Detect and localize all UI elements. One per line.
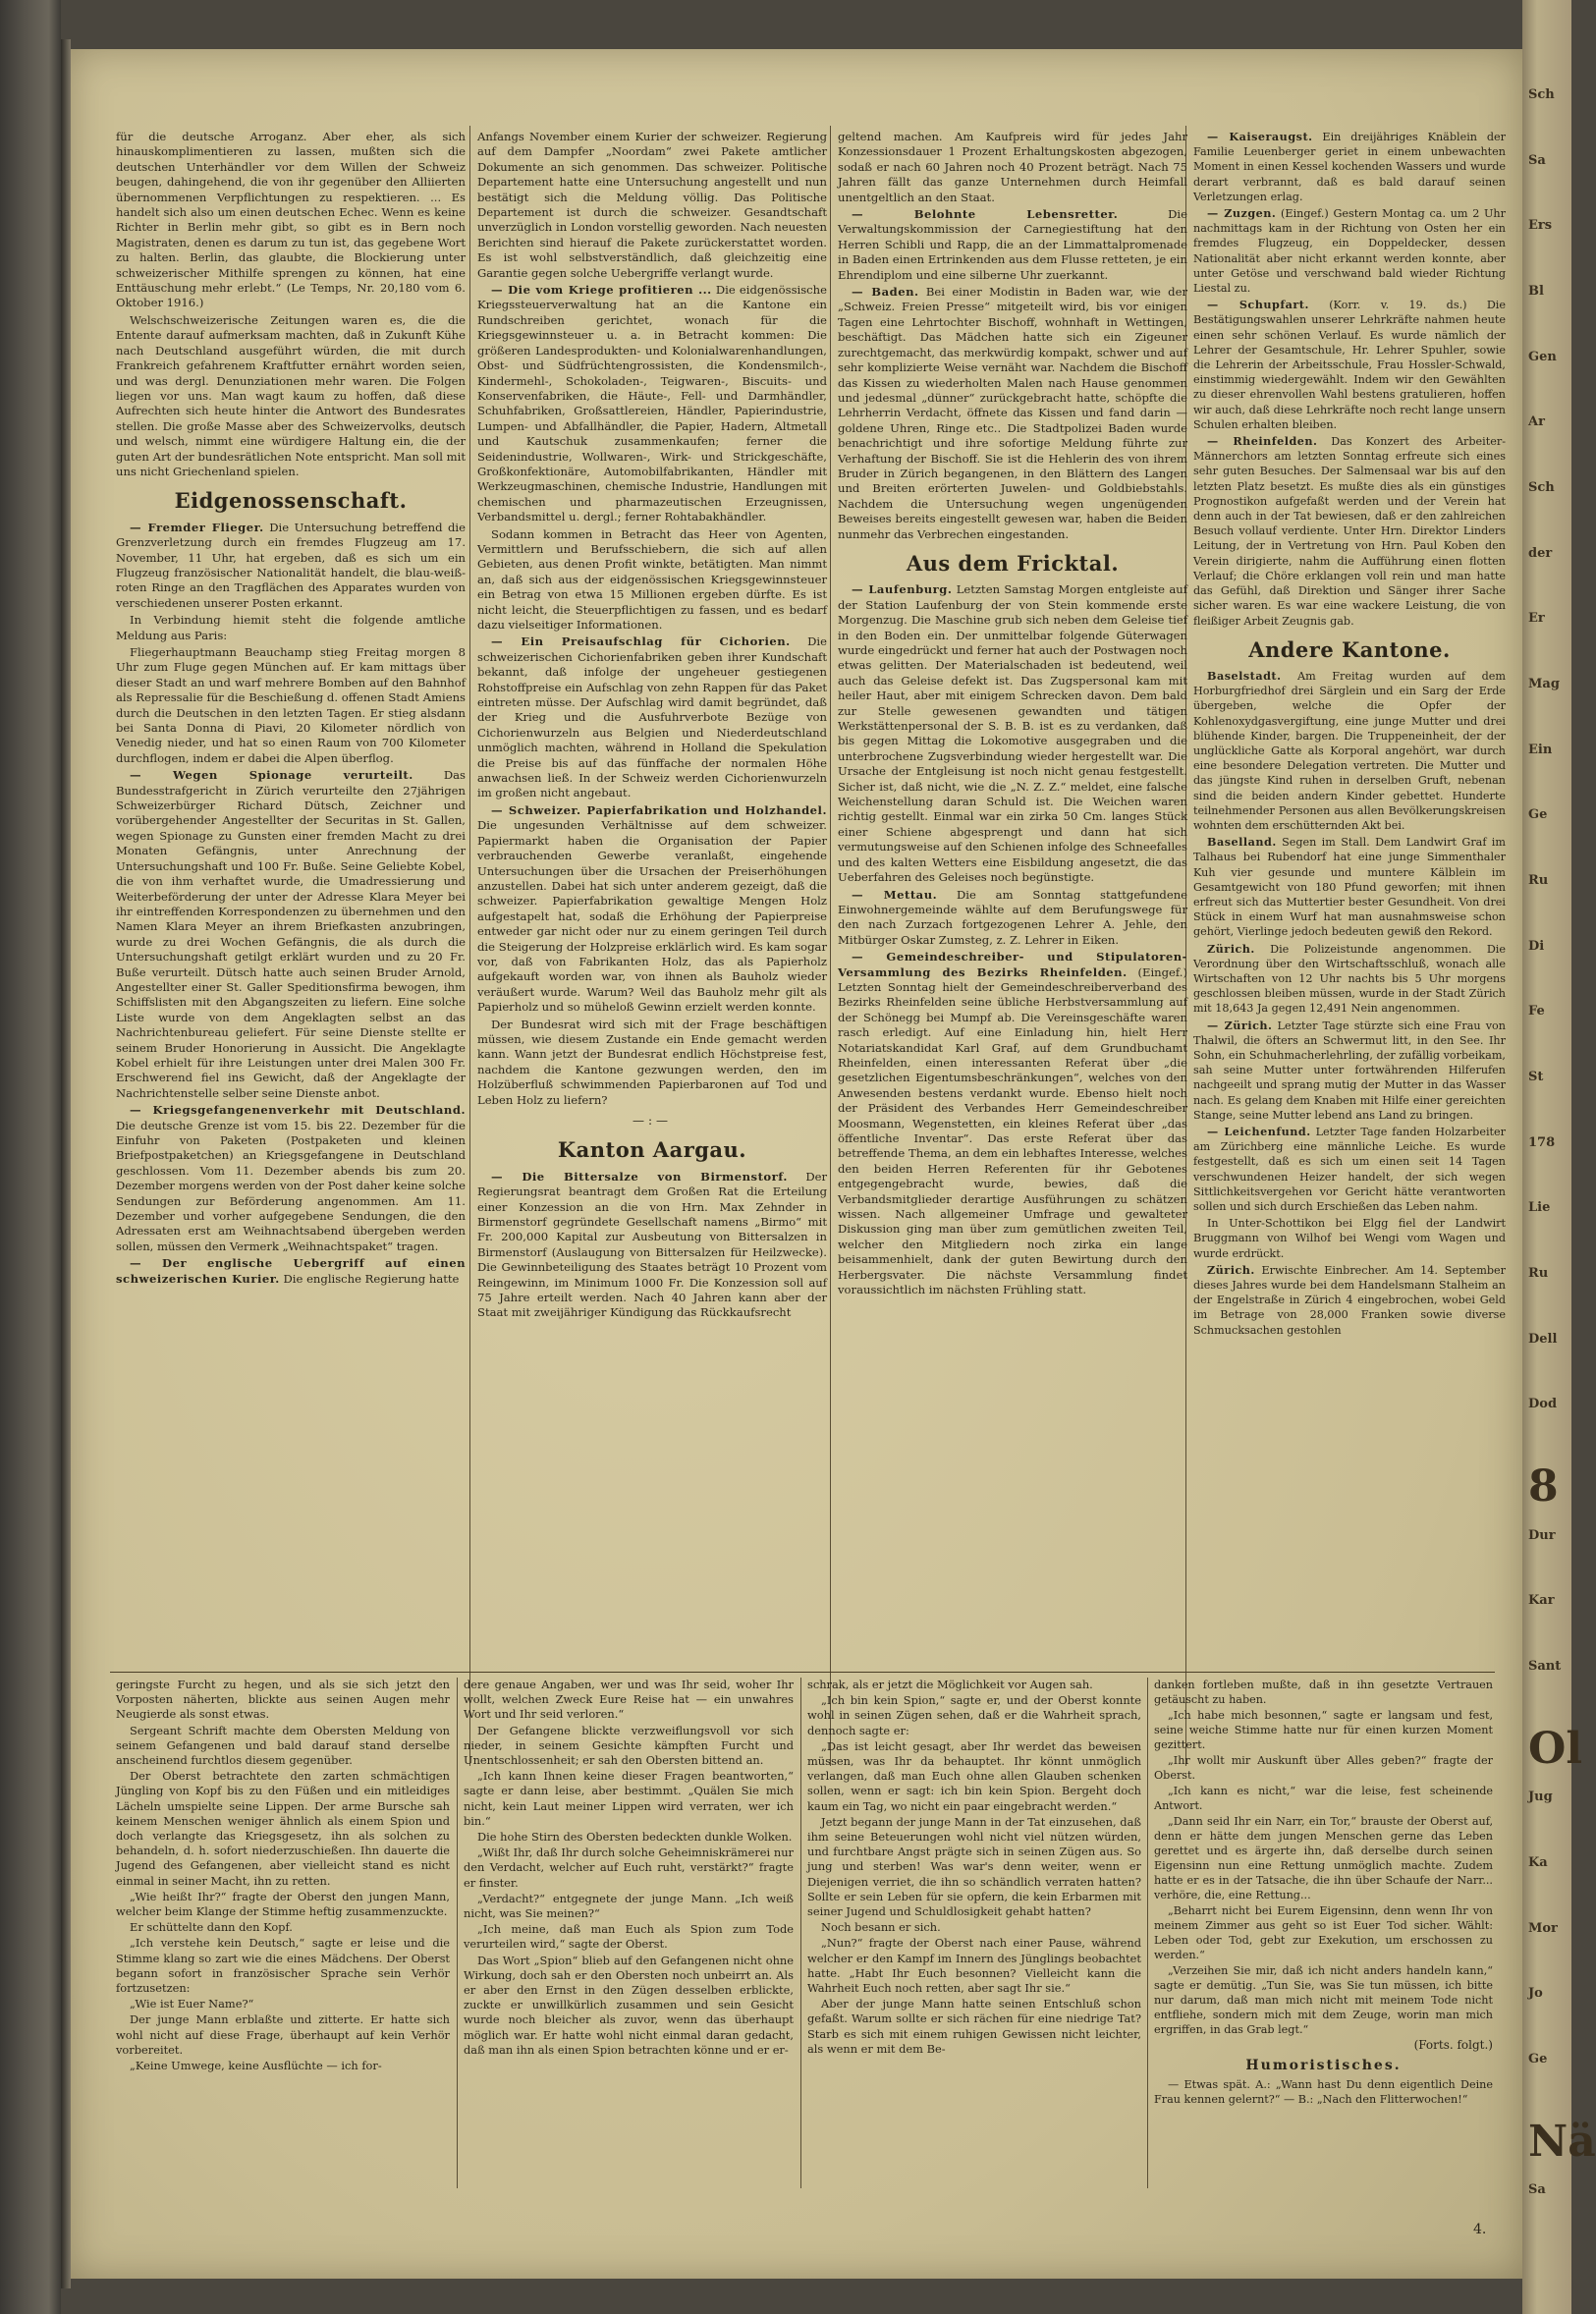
adjacent-page-fragment: der — [1528, 545, 1553, 561]
adjacent-page-fragment: Sch — [1528, 480, 1555, 495]
feuilleton-rule-1 — [457, 1678, 458, 2188]
news-item — [838, 888, 1187, 949]
item-keyword: — Baden. — [852, 285, 919, 300]
adjacent-page-fragment: Sch — [1528, 87, 1555, 102]
news-item — [1193, 1263, 1506, 1338]
news-item — [1193, 1019, 1506, 1123]
item-keyword: — Belohnte Lebensretter. — [852, 207, 1119, 222]
column-rule-2 — [830, 126, 831, 1766]
item-body: Der Regierungsrat beantragt dem Großen Rat die Erteilung einer Konzession an die von Hrn. Max Zehnder in Birmenstorf gegründete Gesellschaft namens „Birmo“ mit Fr. 200,000 Kapital zur Ausbeutung von Bittersalzen in Birmenstorf (Auslaugung von Bittersalzen für Heilzwecke). Die Gewinnbeteiligung des Staates beträgt 10 Prozent vom Reingewinn, im Minimum 1000 Fr. Die Konzession soll auf 75 Jahre erteilt werden. Nach 40 Jahren kann aber der Staat mit zweijähriger Kündigung das Rückkaufsrecht — [477, 1169, 828, 1320]
story-text: Der Gefangene blickte verzweiflungsvoll vor sich nieder, in seinem Gesichte kämpften Furcht und Unentschlossenheit; er sah den Obersten bittend an. — [464, 1723, 794, 1768]
story-text: „Ich kann es nicht,“ war die leise, fest scheinende Antwort. — [1154, 1785, 1493, 1812]
adjacent-page-fragment: Mag — [1528, 677, 1560, 691]
item-body: Die englische Regierung hatte — [283, 1271, 460, 1286]
story-text: dere genaue Angaben, wer und was Ihr seid, woher Ihr wollt, welchen Zweck Eure Reise hat — ein unwahres Wort und Ihr seid verloren.“ — [464, 1678, 794, 1722]
item-body: Die Untersuchung betreffend die Grenzverletzung durch ein fremdes Flugzeug am 17. November, 11 Uhr, hat ergeben, daß es sich um ein Flugzeug französischer Nationalität handelt, die blau-weiß-roten Ringe an den Tragflächen des Apparates wurden von verschiedenen unserer Posten erkannt. — [116, 520, 467, 610]
item-body: Letzter Tage fanden Holzarbeiter am Zürichberg eine männliche Leiche. Es wurde festgestellt, daß es sich um einen seit 14 Tagen verschwundenen Heizer handelt, der sich wegen Sittlichkeitsvergehen vor Gericht hätte verantworten sollen und sich durch Erschießen das Leben nahm. — [1193, 1126, 1507, 1214]
news-item — [1193, 434, 1506, 629]
item-keyword: — Die Bittersalze von Birmenstorf. — [491, 1169, 788, 1184]
item-keyword: — Leichenfund. — [1207, 1125, 1311, 1138]
news-item — [477, 283, 827, 525]
news-item — [838, 950, 1187, 1297]
section-heading-andere-kantone: Andere Kantone. — [1248, 636, 1451, 662]
story-text: „Wißt Ihr, daß Ihr durch solche Geheimniskrämerei nur den Verdacht, welcher auf Euch ruht, verstärkt?“ fragte er finster. — [464, 1846, 794, 1890]
adjacent-page-fragment: Sa — [1528, 152, 1546, 168]
story-text: Aber der junge Mann hatte seinen Entschluß schon gefaßt. Warum sollte er sich rächen für eine niedrige Tat? Starb es sich mit einem ruhigen Gewissen nicht leichter, als wenn er mit dem Be- — [807, 1997, 1141, 2056]
item-body: (Eingef.) Letzten Sonntag hielt der Gemeindeschreiberverband des Bezirks Rheinfelden seine übliche Herbstversammlung auf der Schönegg bei Mumpf ab. Die Vereinsgeschäfte waren rasch erledigt. Auf eine Einladung hin, hielt Herr Notariatskandidat Karl Graf, auf dem Grundbuchamt Rheinfelden, einen interessanten Referat über „die gesetzlichen Eigentumsbeschränkungen“, welches von den Anwesenden bestens verdankt wurde. Ebenso hielt noch der Präsident des Verbandes Herr Gemeindeschreiber Moosmann, Wegenstetten, ein kleines Referat über „das öffentliche Inventar“. Das erste Referat über das betreffende Thema, an dem ein lebhaftes Interesse, welches den beiden Herren Referenten für ihr Gebotenes entgegengebracht wurde, bewies, daß die Verbandsmitglieder derartige Ausführungen zu schätzen wissen. Nach allgemeiner Umfrage und gewalteter Diskussion ging man über zum gemütlichen zweiten Teil, welcher den Mitgliedern noch zirka ein lange beisammenhielt, dank der guten Bewirtung durch den Herbergsvater. Die nächste Versammlung findet voraussichtlich im nächsten Frühling statt. — [838, 964, 1187, 1297]
story-text: Sergeant Schrift machte dem Obersten Meldung von seinem Gefangenen und bald darauf stand derselbe anscheinend furchtlos diesem gegenüber. — [116, 1723, 450, 1768]
item-separator: —:— — [632, 1114, 673, 1128]
adjacent-page-fragment: Mor — [1528, 1920, 1558, 1936]
adjacent-page-fragment: Sa — [1528, 2182, 1546, 2198]
item-body: Letzter Tage stürzte sich eine Frau von Thalwil, die öfters an Schwermut litt, in den See. Ihr Sohn, ein Schuhmacherlehrling, der zufällig vorbeikam, sah seine Mutter unter fortwährenden Hilferufen nachgeeilt und sprang mutig der Mutter in das Wasser nach. Es gelang dem Knaben mit Hilfe einer gereichten Stange, seine Mutter lebend ans Land zu bringen. — [1193, 1019, 1506, 1122]
item-body: (Korr. v. 19. ds.) Die Bestätigungswahlen unserer Lehrkräfte nahmen heute einen sehr schönen Verlauf. Es wurde nämlich der Lehrer der Gesamtschule, Hr. Lehrer Spuhler, sowie die Lehrerin der Arbeitsschule, Frau Hossler-Schwald, einstimmig wiedergewählt. Indem wir den Gewählten zu dieser ehrenvollen Wahl bestens gratulieren, hoffen wir auch, daß diese Lehrkräfte noch recht lange unsern Schulen erhalten bleiben. — [1193, 299, 1506, 431]
item-body: Die Polizeistunde angenommen. Die Verordnung über den Wirtschaftsschluß, wonach alle Wirtschaften von 12 Uhr nachts bis 5 Uhr morgens geschlossen bleiben müssen, wurde in der Stadt Zürich mit 18,643 Ja gegen 12,491 Nein angenommen. — [1193, 942, 1506, 1016]
story-text: „Beharrt nicht bei Eurem Eigensinn, denn wenn Ihr von meinem Zimmer aus geht so ist Euer Tod sicher. Wählt: Leben oder Tod, gebt zur Exekution, um erschossen zu werden.“ — [1154, 1904, 1493, 1961]
item-keyword: — Zürich. — [1207, 1018, 1273, 1032]
story-text: Der junge Mann erblaßte und zitterte. Er hatte sich wohl nicht auf diese Frage, überhaupt auf kein Verhör vorbereitet. — [116, 2012, 450, 2057]
adjacent-page-fragment: Ar — [1528, 414, 1545, 430]
column-3 — [838, 130, 1187, 1299]
story-text: Die hohe Stirn des Obersten bedeckten dunkle Wolken. — [477, 1830, 793, 1845]
article-text: In Unter-Schottikon bei Elgg fiel der Landwirt Bruggmann von Wilhof bei Wengi vom Wagen und wurde erdrückt. — [1193, 1217, 1506, 1260]
adjacent-page-fragment: Di — [1528, 938, 1545, 954]
news-item — [838, 207, 1187, 283]
item-body: Erwischte Einbrecher. Am 14. September dieses Jahres wurde bei dem Handelsmann Stalheim an der Engelstraße in Zürich 4 eingebrochen, wobei Geld im Betrage von 28,000 Franken sowie diverse Schmucksachen gestohlen — [1193, 1263, 1506, 1337]
adjacent-page-fragment: 178 — [1528, 1134, 1556, 1150]
item-keyword: — Schweizer. Papierfabrikation und Holzhandel. — [491, 802, 827, 817]
news-item — [838, 285, 1187, 542]
story-text: „Das ist leicht gesagt, aber Ihr werdet das beweisen müssen, was Ihr da behauptet. Ihr könnt unmöglich verlangen, daß man Euch ohne allen Glauben schenken sollen, wenn er sagt: ich bin kein Spion. Bergeht doch kaum ein Tag, wo nicht ein paar eingebracht werden.“ — [807, 1738, 1141, 1813]
story-text: geringste Furcht zu hegen, und als sie sich jetzt den Vorposten näherten, blickte aus seinen Augen mehr Neugierde als sonst etwas. — [116, 1678, 450, 1722]
section-heading-kanton-aargau: Kanton Aargau. — [557, 1137, 747, 1163]
news-item — [116, 1103, 466, 1254]
joke-text: — Etwas spät. A.: „Wann hast Du denn eigentlich Deine Frau kennen gelernt?“ — B.: „Nach den Flitterwochen!“ — [1154, 2078, 1493, 2106]
article-text: Welschschweizerische Zeitungen waren es, die die Entente darauf aufmerksam machten, daß in Zukunft Kühe nach Deutschland ausgeführt würden, die mit durch Frankreich gefahrenem Kraftfutter ernährt worden seien, und was dergl. Denunziationen mehr waren. Die Folgen liegen vor uns. Man wagt kaum zu hoffen, daß diese Aufrechten sich heute hinter die Antwort des Bundesrates stellen. Die große Masse aber des Schweizervolks, deutsch und welsch, nimmt eine würdigere Haltung ein, die der guten Art der bundesrätlichen Note entspricht. Man soll mit uns nicht Griechenland spielen. — [116, 312, 466, 478]
adjacent-page-fragment: Sant — [1528, 1659, 1562, 1674]
item-body: Die eidgenössische Kriegssteuerverwaltung hat an die Kantone ein Rundschreiben gerichtet, wonach für die Kriegsgewinnsteuer u. a. in Betracht kommen: Die größeren Landesprodukten- und Kolonialwarenhandlungen, Obst- und Südfrüchtengrossisten, die Kondensmilch-, Kindermehl-, Schokoladen-, Teigwaren-, Biscuits- und Konservenfabriken, die Häute-, Fell- und Darmhändler, Schuhfabriken, Großsattlereien, Händler, Papierindustrie, Lumpen- und Abfallhändler, die Papier, Hadern, Altmetall und Kautschuk zusammenkaufen; ferner die Seidenindustrie, Wollwaren-, Wirk- und Strickgeschäfte, Großkonfektionäre, Automobilfabrikanten, Händler mit Werkzeugmaschinen, chemische Industrie, Handlungen mit chemischen und pharmazeutischen Erzeugnissen, Verbandsmittel u. dergl.; ferner Rohtabakhändler. — [477, 283, 828, 524]
news-item — [838, 582, 1187, 885]
continued-note: (Forts. folgt.) — [1413, 2038, 1493, 2052]
story-text: „Ich bin kein Spion,“ sagte er, und der Oberst konnte wohl in seinen Zügen sehen, daß er die Wahrheit sprach, dennoch sagte er: — [807, 1693, 1141, 1737]
story-text: schrak, als er jetzt die Möglichkeit vor Augen sah. — [807, 1678, 1093, 1691]
item-keyword: Zürich. — [1207, 941, 1255, 956]
book-binding-left — [0, 0, 61, 2314]
item-body: Die Verwaltungskommission der Carnegiestiftung hat den Herren Schibli und Rapp, die an der Limmattalpromenade in Baden einen Ertrinkenden aus dem Flusse retteten, je ein Ehrendiplom und eine silberne Uhr zuerkannt. — [838, 207, 1187, 282]
article-text: Fliegerhauptmann Beauchamp stieg Freitag morgen 8 Uhr zum Fluge gegen München auf. Er kam mittags über dieser Stadt an und warf mehrere Bomben auf den Bahnhof als Repressalie für die Beschießung d. offenen Stadt Amiens durch die Deutschen in den letzten Tagen. Er stieg alsdann bei Santa Donna di Piavi, 20 Kilometer nördlich von Venedig nieder, und hat so einen Raum von 700 Kilometer durchflogen, indem er dabei die Alpen überflog. — [116, 645, 466, 765]
item-keyword: Baselland. — [1207, 835, 1277, 850]
adjacent-page-fragment: Jug — [1528, 1790, 1553, 1805]
adjacent-page-edge — [1522, 0, 1596, 2314]
item-keyword: — Der englische Uebergriff auf einen schweizerischen Kurier. — [116, 1256, 466, 1286]
news-item — [116, 768, 466, 1101]
adjacent-page-fragment: Jo — [1528, 1986, 1543, 2002]
feuilleton-rule-2 — [800, 1678, 801, 2188]
item-body: Die schweizerischen Cichorienfabriken geben ihrer Kundschaft bekannt, daß infolge der ungeheuer gestiegenen Rohstoffpreise ein Aufschlag von zehn Rappen für das Paket eintreten müsse. Der Aufschlag wird damit begründet, daß der Krieg und die Ausfuhrverbote Bezüge von Cichorienwurzeln aus Belgien und Niederdeutschland unmöglich machten, während in Holland die Spekulation die Preise bis auf das fünffache der normalen Höhe anwachsen ließ. In der Schweiz werden Cichorienwurzeln im großen nicht angebaut. — [477, 634, 828, 800]
article-text: für die deutsche Arroganz. Aber eher, als sich hinauskomplimentieren zu lassen, mußten sich die deutschen Unterhändler vor dem Willen der Schweiz beugen, dahingehend, die von ihr gegenüber den Alliierten übernommenen Verpflichtungen zu respektieren. ... Es handelt sich also um einen deutschen Echec. Wenn es keine Richter in Berlin mehr gibt, so gibt es in Bern noch Magistraten, denen es darum zu tun ist, das gegebene Wort zu halten. Berlin, das glaubte, die Blockierung unter schweizerischer Mithilfe sprengen zu können, hat eine Enttäuschung mehr erlebt.“ (Le Temps, Nr. 20,180 vom 6. Oktober 1916.) — [116, 130, 466, 310]
item-body: Die ungesunden Verhältnisse auf dem schweizer. Papiermarkt haben die Organisation der Papier verbrauchenden Gewerbe veranlaßt, eingehende Untersuchungen über die Ursachen der Preiserhöhungen anzustellen. Dabei hat sich unter anderem gezeigt, daß die schweizer. Papierfabrikation gewaltige Mengen Holz aufgestapelt hat, sodaß die Erhöhung der Papierpreise entweder gar nicht oder nur zu einem geringen Teil durch die Steigerung der Holzpreise erklärlich wird. Es kam sogar vor, daß von Fabrikanten Holz, das als Papierholz aufgekauft worden war, von ihnen als Bauholz wieder veräußert wurde. Warum? Weil das Bauholz mehr gilt als Papierholz und so müheloß Gewinn erzielt werden konnte. — [477, 818, 827, 1015]
adjacent-page-fragment: Nä — [1528, 2116, 1596, 2167]
item-body: Letzten Samstag Morgen entgleiste auf der Station Laufenburg der von Stein kommende erste Morgenzug. Die Maschine grub sich neben dem Geleise tief in den Boden ein. Der unmittelbar folgende Güterwagen wurde eingedrückt und ferner hat auch der Postwagen noch etwas gelitten. Der Materialschaden ist bedeutend, weil auch das Geleise defekt ist. Das Zugspersonal kam mit heiler Haut, aber mit einigem Schrecken davon. Dem bald zur Stelle gewesenen gewandten und tätigen Werkstättenpersonal der S. B. B. ist es zu verdanken, daß bis gegen Mittag die Lokomotive ausgegraben und die unterbrochene Zugsverbindung wieder hergestellt war. Die Ursache der Entgleisung ist noch nicht genau festgestellt. Sicher ist, daß nicht, wie die „N. Z. Z.“ meldet, eine falsche Weichenstellung daran Schuld ist. Die Weichen waren richtig gestellt. Einmal war ein zirka 50 Cm. langes Stück einer Schiene abgesprengt und dann hat sich vermutungsweise auf den Schienen infolge des Schneefalles und des kalten Wetters eine Eisbildung angesetzt, die das Ueberfahren des Geleises noch begünstigte. — [838, 582, 1187, 885]
section-heading-fricktal: Aus dem Fricktal. — [906, 550, 1120, 576]
item-keyword: — Zuzgen. — [1207, 206, 1277, 221]
news-item — [1193, 669, 1506, 833]
adjacent-page-fragment: Ka — [1528, 1855, 1548, 1870]
news-item — [477, 803, 827, 1016]
adjacent-page-fragment: Ol — [1528, 1723, 1583, 1774]
column-1 — [116, 130, 466, 1289]
item-keyword: — Laufenburg. — [852, 582, 953, 597]
item-keyword: — Schupfart. — [1207, 298, 1309, 312]
article-text: Der Bundesrat wird sich mit der Frage beschäftigen müssen, wie diesem Zustande ein Ende gemacht werden kann. Wann jetzt der Bundesrat endlich Höchstpreise fest, nachdem die Kantone gezwungen werden, den im Holzüberfluß schwimmenden Papierbaronen auf Tod und Leben Holz zu liefern? — [477, 1017, 827, 1107]
story-text: „Ihr wollt mir Auskunft über Alles geben?“ fragte der Oberst. — [1154, 1754, 1493, 1782]
feuilleton-column-3 — [807, 1678, 1141, 2058]
story-text: „Verzeihen Sie mir, daß ich nicht anders handeln kann,“ sagte er demütig. „Tun Sie, was Sie tun müssen, ich bitte nur darum, daß man mich nicht mit meinem Tode nicht entfliehe, sondern mich mit dem Zeuge, worin man mich ergriffen, in das Grab legt.“ — [1154, 1964, 1493, 2036]
item-keyword: — Wegen Spionage verurteilt. — [130, 768, 413, 783]
news-item — [1193, 130, 1506, 204]
story-text: „Keine Umwege, keine Ausflüchte — ich for- — [130, 2059, 382, 2073]
story-text: „Ich habe mich besonnen,“ sagte er langsam und fest, seine weiche Stimme hatte nur für einen kurzen Moment gezittert. — [1154, 1709, 1493, 1751]
item-keyword: — Ein Preisaufschlag für Cichorien. — [491, 634, 791, 649]
item-keyword: — Kaiseraugst. — [1207, 130, 1313, 143]
news-item — [1193, 206, 1506, 296]
adjacent-page-fragment: Dur — [1528, 1527, 1556, 1543]
section-heading-humoristisches: Humoristisches. — [1245, 2058, 1402, 2073]
feuilleton-rule-3 — [1147, 1678, 1148, 2188]
item-keyword: Baselstadt. — [1207, 668, 1282, 683]
feuilleton-column-2 — [464, 1678, 794, 2059]
story-text: „Nun?“ fragte der Oberst nach einer Pause, während welcher er den Kampf im Innern des Jünglings beobachtet hatte. „Habt Ihr Euch besonnen? Vielleicht kann die Wahrheit Euch noch retten, aber sagt Ihr sie.“ — [807, 1936, 1141, 1996]
item-body: Die deutsche Grenze ist vom 15. bis 22. Dezember für die Einfuhr von Paketen (Postpaketen und kleinen Briefpostpaketchen) an Kriegsgefangene in Deutschland geschlossen. Vom 11. Dezember abends bis zum 20. Dezember morgens werden von der Post daher keine solche Sendungen zur Beförderung angenommen. Am 11. Dezember und vorher aufgegebene Sendungen, die den Adressaten erst am Weihnachtsabend übergeben werden sollen, müssen den Vermerk „Weihnachtspaket“ tragen. — [116, 1118, 466, 1253]
column-rule-1 — [469, 126, 470, 1766]
item-keyword: Zürich. — [1207, 1262, 1255, 1277]
item-keyword: — Gemeindeschreiber- und Stipulatoren-Versammlung des Bezirks Rheinfelden. — [838, 950, 1187, 979]
news-item — [1193, 1125, 1506, 1214]
item-body: Ein dreijähriges Knäblein der Familie Leuenberger geriet in einem unbewachten Moment in einen Kessel kochenden Wassers und wurde derart verbrannt, daß es bald darauf seinen Verletzungen erlag. — [1193, 131, 1506, 203]
feuilleton-column-1 — [116, 1678, 450, 2074]
adjacent-page-fragment: Ge — [1528, 807, 1548, 823]
adjacent-page-fragment: Dod — [1528, 1397, 1558, 1412]
news-item — [116, 1256, 466, 1287]
adjacent-page-fragment: Dell — [1528, 1331, 1558, 1347]
item-keyword: — Rheinfelden. — [1207, 434, 1318, 449]
item-keyword: — Die vom Kriege profitieren ... — [491, 283, 712, 298]
item-body: Das Konzert des Arbeiter-Männerchors am letzten Sonntag erfreute sich eines sehr guten Besuches. Der Salmensaal war bis auf den letzten Platz besetzt. Es mußte dies als ein günstiges Prognostikon aufgefaßt werden und der Verein hat denn auch in der Tat bewiesen, daß er den zahlreichen Besuch vollauf verdiente. Unter Hrn. Direktor Linders Leitung, der in Vertretung von Hrn. Paul Koben den Verein dirigierte, nahm die Aufführung einen flotten Verlauf; die Chöre erklangen voll rein und man hatte das Gefühl, daß Direktion und Sänger ihrer Sache sicher waren. Es war eine wackere Leistung, die von fleißiger Arbeit Zeugnis gab. — [1193, 435, 1507, 628]
adjacent-page-fragment: Bl — [1528, 284, 1544, 299]
story-text: Das Wort „Spion“ blieb auf den Gefangenen nicht ohne Wirkung, doch sah er den Obersten noch unbeirrt an. Als er aber den Ernst in den Zügen desselben erblickte, zuckte er unwillkürlich zusammen und sein Gesicht wurde noch bleicher als zuvor, wenn das überhaupt möglich war. Er hatte wohl nicht einmal daran gedacht, daß man ihn als einen Spion betrachten könne und er er- — [464, 1953, 794, 2057]
news-item — [477, 1170, 827, 1321]
item-body: Segen im Stall. Dem Landwirt Graf im Talhaus bei Rubendorf hat eine junge Simmenthaler Kuh vier gesunde und muntere Kälblein im Gesamtgewicht von 180 Pfund geworfen; mit ihnen erfreut sich das Muttertier bester Gesundheit. Von drei Stück in einem Wurf hat man ausnahmsweise schon gehört, Vierlinge jedoch bedeuten gewiß den Rekord. — [1193, 836, 1506, 939]
story-text: danken fortleben mußte, daß in ihn gesetzte Vertrauen getäuscht zu haben. — [1154, 1679, 1493, 1706]
news-item — [116, 521, 466, 611]
column-2 — [477, 130, 827, 1323]
article-text: geltend machen. Am Kaufpreis wird für jedes Jahr Konzessionsdauer 1 Prozent Erhaltungskosten abgezogen, sodaß er nach 60 Jahren noch 40 Prozent beträgt. Nach 75 Jahren fällt das ganze Unternehmen durch Heimfall unentgeltlich an den Staat. — [838, 130, 1187, 204]
article-text: In Verbindung hiemit steht die folgende amtliche Meldung aus Paris: — [116, 613, 466, 642]
adjacent-page-fragment: Fe — [1528, 1004, 1545, 1019]
article-text: Anfangs November einem Kurier der schweizer. Regierung auf dem Dampfer „Noordam“ zwei Pakete amtlicher Dokumente an sich genommen. Das schweizer. Politische Departement hatte eine Untersuchung angestellt und nun bestätigt sich die Meldung völlig. Das Politische Departement ist durch die schweizer. Gesandtschaft unverzüglich in London vorstellig geworden. Nach neuesten Berichten sind hierauf die Pakete zurückerstattet worden. Es ist wohl selbstverständlich, daß gleichzeitig eine Garantie gegen solche Uebergriffe verlangt wurde. — [477, 130, 827, 280]
adjacent-page-fragment: Lie — [1528, 1200, 1551, 1216]
story-text: „Dann seid Ihr ein Narr, ein Tor,“ brauste der Oberst auf, denn er hätte dem jungen Menschen gerne das Leben gerettet und es ärgerte ihn, daß derselbe durch seinen Eigensinn nun eine Rettung unmöglich machte. Zudem hatte er es in der Tatsache, die ihn über Schaufe der Narr... verhöre, die, eine Rettung... — [1154, 1815, 1493, 1901]
adjacent-page-fragment: Ru — [1528, 873, 1549, 888]
adjacent-page-fragment: Ein — [1528, 742, 1553, 757]
story-text: Der Oberst betrachtete den zarten schmächtigen Jüngling von Kopf bis zu den Füßen und ein mitleidiges Lächeln umspielte seine Lippen. Der arme Bursche sah keinem Menschen weniger ähnlich als einem Spion und doch verlangte das Kriegsgesetz, ihn als solchen zu behandeln, d. h. sofort niederzuschießen. Ihn dauerte die Jugend des Gefangenen, aber vielleicht stand es nicht einmal in seiner Macht, ihn zu retten. — [116, 1769, 450, 1888]
story-text: Er schüttelte dann den Kopf. — [130, 1920, 293, 1935]
adjacent-page-fragment: 8 — [1528, 1461, 1559, 1512]
story-text: „Ich meine, daß man Euch als Spion zum Tode verurteilen wird,“ sagte der Oberst. — [464, 1922, 794, 1952]
news-item — [1193, 298, 1506, 432]
item-body: Bei einer Modistin in Baden war, wie der „Schweiz. Freien Presse“ mitgeteilt wird, bis vor einigen Tagen eine Lehrtochter Bischoff, wohnhaft in Wettingen, beschäftigt. Das Mädchen hatte sich ein Zigeuner zurechtgemacht, das merkwürdig kompakt, schwer und auf sehr komplizierte Weise vernäht war. Nachdem die Bischoff das Kissen zu wiederholten Malen nach Hause genommen und jedesmal „dünner“ zurückgebracht hatte, schöpfte die Lehrherrin Verdacht, öffnete das Kissen und fand darin — goldene Uhren, Ringe etc.. Die Stadtpolizei Baden wurde benachrichtigt und ihre sofortige Meldung führte zur Verhaftung der Bischoff. Sie ist die Hehlerin des von ihrem Bruder in Zürich begangenen, in den Blättern des Langen und Breiten erörterten Juwelen- und Goldbiebstahls. Nachdem die Untersuchung wegen ungenügenden Beweises bereits eingestellt gewesen war, haben die Beiden nunmehr das Verbrechen eingestanden. — [838, 285, 1188, 541]
item-body: Das Bundesstrafgericht in Zürich verurteilte den 27jährigen Schweizerbürger Richard Dütsch, Zeichner und vorübergehender Angestellter der Securitas in St. Gallen, wegen Spionage zu Gunsten einer fremden Macht zu drei Monaten Gefängnis, unter Anrechnung der Untersuchungshaft und 100 Fr. Buße. Seine Geliebte Kobel, die von ihm verhaftet wurde, die Umadressierung und Weiterbeförderung der unter der Adresse Klara Meyer bei ihr eintreffenden Korrespondenzen zu übernehmen und den Namen Klara Meyer an ihrem Briefkasten anzubringen, wurde zu drei Wochen Gefängnis, die als durch die Untersuchungshaft getilgt erklärt wurden und zu 20 Fr. Buße verurteilt. Dütsch hatte auch seinen Bruder Arnold, Angestellter einer St. Galler Speditionsfirma bewogen, ihm Schiffslisten mit den Abgangszeiten zu liefern. Eine solche Liste wurde von dem Angeklagten selbst an das Nachrichtenbureau geliefert. Für seine Dienste stellte er seinem Bruder Honorierung in Aussicht. Die Angeklagte Kobel erhielt für ihre Leistungen unter drei Malen 300 Fr. Erschwerend fiel ins Gewicht, daß der Angeklagte der Nachrichtenstelle selber seine Dienste anbot. — [116, 768, 467, 1100]
adjacent-page-fragment: Ge — [1528, 2052, 1548, 2066]
story-text: „Wie ist Euer Name?“ — [130, 1997, 254, 2011]
adjacent-page-fragment: Ru — [1528, 1266, 1549, 1281]
news-item — [477, 634, 827, 800]
adjacent-page-fragment: Er — [1528, 611, 1545, 627]
page-number: 4. — [1473, 2222, 1487, 2237]
adjacent-page-fragment: Gen — [1528, 349, 1557, 364]
item-body: Die am Sonntag stattgefundene Einwohnergemeinde wählte auf dem Berufungswege für den nach Zurzach fortgezogenen Lehrer A. Jehle, den Mitbürger Oskar Zumsteg, z. Z. Lehrer in Eiken. — [838, 887, 1188, 947]
section-heading-eidgenossenschaft: Eidgenossenschaft. — [174, 488, 408, 514]
item-keyword: — Mettau. — [852, 887, 938, 902]
item-body: (Eingef.) Gestern Montag ca. um 2 Uhr nachmittags kam in der Richtung von Osten her ein fremdes Flugzeug, ein Doppeldecker, dessen Nationalität aber nicht erkannt werden konnte, aber unter Getöse und verschwand bald wieder Richtung Liestal zu. — [1193, 207, 1506, 296]
story-text: „Ich verstehe kein Deutsch,“ sagte er leise und die Stimme klang so zart wie die eines Mädchens. Der Oberst begann sofort in französischer Sprache sein Verhör fortzusetzen: — [116, 1936, 450, 1996]
story-text: Jetzt begann der junge Mann in der Tat einzusehen, daß ihm seine Beteuerungen wohl nicht viel nützen würden, und furchtbare Angst prägte sich in seinen Zügen aus. So jung und sterben! Was war's denn weiter, wenn er Diejenigen verriet, die ihn so schändlich verraten hatten? Sollte er sein Leben für sie opfern, die kein Erbarmen mit seiner Jugend und Schuldlosigkeit gehabt hatten? — [807, 1814, 1141, 1919]
adjacent-page-fragment: St — [1528, 1070, 1544, 1084]
column-4 — [1193, 130, 1506, 1340]
story-text: „Verdacht?“ entgegnete der junge Mann. „Ich weiß nicht, was Sie meinen?“ — [464, 1891, 794, 1921]
adjacent-page-fragment: Kar — [1528, 1593, 1555, 1609]
article-text: Sodann kommen in Betracht das Heer von Agenten, Vermittlern und Berufsschiebern, die sich auf allen Gebieten, aus denen Profit winkte, betätigten. Man nimmt an, daß sich aus der eidgenössischen Kriegsgewinnsteuer ein Betrag von etwa 15 Millionen ergeben dürfte. Es ist nicht leicht, die Steuerpflichtigen zu fassen, und es bedarf dazu vielseitiger Informationen. — [477, 526, 827, 632]
story-text: Noch besann er sich. — [821, 1920, 941, 1935]
feuilleton-column-4 — [1154, 1678, 1493, 2108]
story-text: „Ich kann Ihnen keine dieser Fragen beantworten,“ sagte er dann leise, aber bestimmt. „Quälen Sie mich nicht, kein Laut meiner Lippen wird verraten, wer ich bin.“ — [464, 1769, 794, 1828]
adjacent-page-fragment: Ers — [1528, 218, 1553, 234]
book-spine-edge — [61, 39, 71, 2288]
news-item — [1193, 835, 1506, 939]
news-item — [1193, 942, 1506, 1017]
item-body: Am Freitag wurden auf dem Horburgfriedhof drei Särglein und ein Sarg der Erde übergeben, welche die Opfer der Kohlenoxydgasvergiftung, eine junge Mutter und drei blühende Kinder, bargen. Die Truppeneinheit, der der unglückliche Gatte als Korporal angehört, war durch eine besondere Delegation vertreten. Die Mutter und das jüngste Kind ruhen in derselben Gruft, nebenan sind die beiden andern Kinder gebettet. Hunderte teilnehmender Personen aus allen Bevölkerungskreisen wohnten dem erschütternden Akt bei. — [1193, 669, 1506, 832]
item-keyword: — Kriegsgefangenenverkehr mit Deutschland. — [130, 1103, 466, 1118]
story-text: „Wie heißt Ihr?“ fragte der Oberst den jungen Mann, welcher beim Klange der Stimme heftig zusammenzuckte. — [116, 1889, 450, 1919]
item-keyword: — Fremder Flieger. — [130, 520, 264, 534]
feuilleton-divider — [110, 1672, 1495, 1673]
